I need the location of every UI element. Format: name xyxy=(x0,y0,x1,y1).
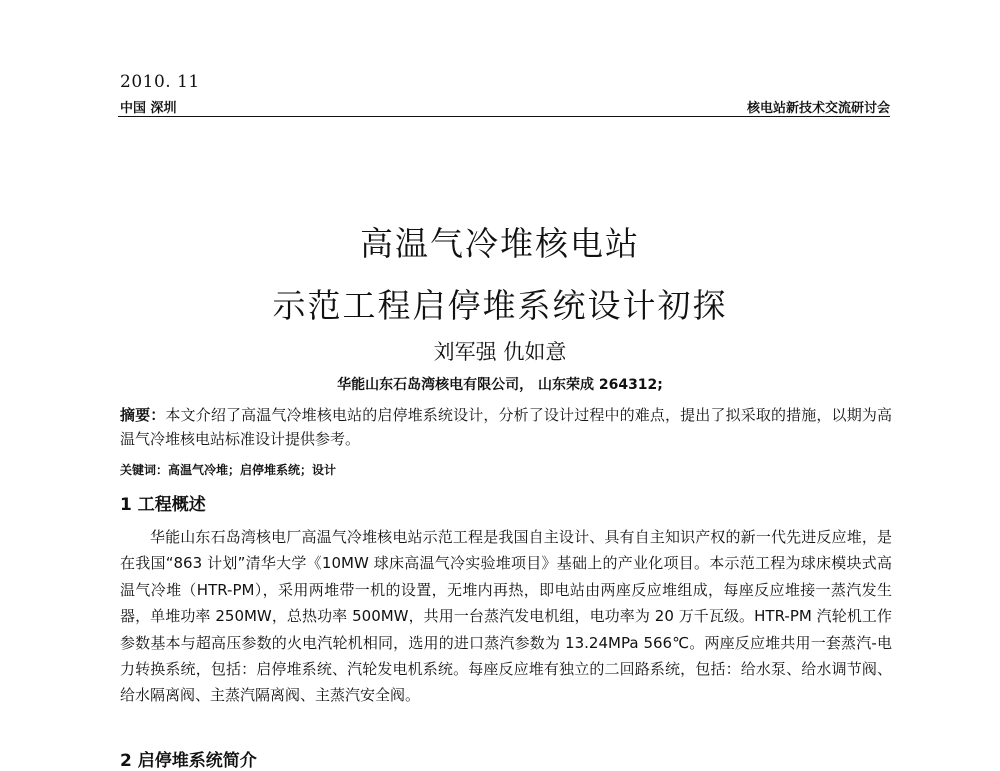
header-location: 中国 深圳 xyxy=(120,101,177,116)
keywords-label: 关键词： xyxy=(120,463,169,477)
section-1-heading: 1 工程概述 xyxy=(120,495,206,515)
paper-authors: 刘军强 仇如意 xyxy=(433,340,567,364)
abstract-label: 摘要： xyxy=(120,406,166,424)
section-1-body: 华能山东石岛湾核电厂高温气冷堆核电站示范工程是我国自主设计、具有自主知识产权的新一代先进反应堆，是在我国“863 计划”清华大学《10MW 球床高温气冷实验堆项目》基础上的产业化项目。本示范工程为球床模块式高温气冷堆（HTR-PM），采用两堆带一机的设置，无堆内再热，即电站由两座反应堆组成，每座反应堆接一蒸汽发生器，单堆功率 250MW，总热功率 500MW，共用一台蒸汽发电机组，电功率为 20 万千瓦级。HTR-PM 汽轮机工作参数基本与超高压参数的火电汽轮机相同，选用的进口蒸汽参数为 13.24MPa 566℃。两座反应堆共用一套蒸汽-电力转换系统，包括：启停堆系统、汽轮发电机系统。每座反应堆有独立的二回路系统，包括：给水泵、给水调节阀、给水隔离阀、主蒸汽隔离阀、主蒸汽安全阀。 xyxy=(120,528,892,705)
header-date: 2010. 11 xyxy=(120,72,200,92)
paper-title-line-1: 高温气冷堆核电站 xyxy=(360,224,640,263)
header-rule xyxy=(118,116,890,117)
keywords-text: 高温气冷堆；启停堆系统；设计 xyxy=(168,463,337,477)
paper-affiliation: 华能山东石岛湾核电有限公司， 山东荣成 264312; xyxy=(337,377,663,393)
keywords xyxy=(120,461,892,478)
abstract xyxy=(120,403,892,451)
abstract-text: 本文介绍了高温气冷堆核电站的启停堆系统设计，分析了设计过程中的难点，提出了拟采取的措施，以期为高温气冷堆核电站标准设计提供参考。 xyxy=(120,406,892,448)
section-2-heading: 2 启停堆系统简介 xyxy=(120,751,257,771)
paper-title-line-2: 示范工程启停堆系统设计初探 xyxy=(272,286,728,325)
header-conference: 核电站新技术交流研讨会 xyxy=(746,101,890,116)
